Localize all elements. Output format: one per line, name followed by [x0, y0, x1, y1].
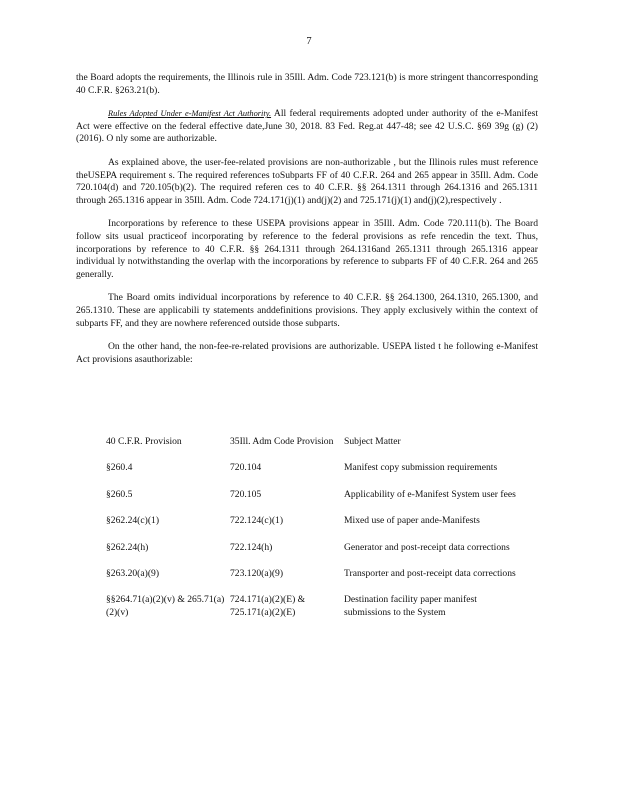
document-body [76, 72, 538, 377]
header-cfr-provision: 40 C.F.R. Provision [106, 436, 182, 447]
table-row [106, 594, 526, 633]
paragraph-user-fee-provisions: As explained above, the user-fee-related provisions are non-authorizable , but the Illinois rules must reference theUSEPA requirement s. The required references toSubparts FF of 40 C.F.R. 264 and 265 appear in 35Ill. Adm. Code 720.104(d) and 720.105(b)(2). The required referen ces to 40 C.F.R. §§ 264.1311 through 264.1316 and 265.1311 through 265.1316 appear in 35Ill. Adm. Code 724.171(j)(1) and(j)(2) and 725.171(j)(1) and(j)(2),respectively . [76, 156, 538, 206]
cell-subject: Manifest copy submission requirements [344, 462, 498, 474]
cell-cfr: §260.4 [106, 462, 133, 474]
table-row [106, 568, 526, 594]
table-row [106, 542, 526, 568]
cell-iac: 723.120(a)(9) [230, 568, 284, 580]
cell-iac: 720.104 [230, 462, 262, 474]
table-row [106, 462, 526, 488]
cell-iac: 722.124(c)(1) [230, 515, 284, 527]
cell-subject: Destination facility paper manifest submissions to the System [344, 594, 477, 618]
cell-cfr: §§264.71(a)(2)(v) & 265.71(a)(2)(v) [106, 594, 225, 618]
paragraph-e-manifest-authority [76, 108, 538, 146]
table-row [106, 515, 526, 541]
paragraph-continuation: the Board adopts the requirements, the Illinois rule in 35Ill. Adm. Code 723.121(b) is more stringent thancorresponding 40 C.F.R. §263.21(b). [76, 72, 538, 96]
cell-cfr: §260.5 [106, 488, 133, 500]
section-heading: Rules Adopted Under e-Manifest Act Authority. [108, 109, 272, 119]
cell-subject: Transporter and post-receipt data corrections [344, 568, 516, 580]
cell-subject: Mixed use of paper ande-Manifests [344, 515, 480, 527]
cell-iac: 720.105 [230, 488, 262, 500]
paragraph-text: All federal requirements adopted under authority of the e-Manifest Act were effective on the federal effective date,June 30, 2018. 83 Fed. Reg.at 447-48; see 42 U.S.C. §69 39g (g) (2) (2016). O nly some are authorizable. [76, 108, 538, 145]
cell-cfr: §262.24(c)(1) [106, 515, 160, 527]
provisions-table [106, 436, 526, 633]
table-row [106, 489, 526, 515]
cell-subject: Applicability of e-Manifest System user fees [344, 488, 516, 500]
cell-cfr: §262.24(h) [106, 541, 149, 553]
page-number: 7 [306, 36, 312, 47]
cell-iac: 724.171(a)(2)(E) & 725.171(a)(2)(E) [230, 594, 306, 618]
header-subject-matter: Subject Matter [344, 436, 401, 447]
table-header-row [106, 436, 526, 462]
cell-subject: Generator and post-receipt data corrections [344, 541, 510, 553]
paragraph-authorizable-intro: On the other hand, the non-fee-re-related provisions are authorizable. USEPA listed t he following e-Manifest Act provisions asauthorizable: [76, 341, 538, 365]
header-iac-provision: 35Ill. Adm Code Provision [230, 436, 334, 447]
cell-cfr: §263.20(a)(9) [106, 568, 160, 580]
paragraph-incorporations: Incorporations by reference to these USEPA provisions appear in 35Ill. Adm. Code 720.111(b). The Board follow sits usual practiceof incorporating by reference to the federal provisions as refe rencedin the text. Thus, incorporations by reference to 40 C.F.R. §§ 264.1311 through 264.1316and 265.1311 through 265.1316 appear individual ly notwithstanding the overlap with the incorporations by reference to subparts FF of 40 C.F.R. 264 and 265 generally. [76, 218, 538, 280]
paragraph-omissions: The Board omits individual incorporations by reference to 40 C.F.R. §§ 264.1300, 264.1310, 265.1300, and 265.1310. These are applicabili ty statements anddefinitions provisions. They apply exclusively within the context of subparts FF, and they are nowhere referenced outside those subparts. [76, 292, 538, 329]
cell-iac: 722.124(h) [230, 541, 273, 553]
